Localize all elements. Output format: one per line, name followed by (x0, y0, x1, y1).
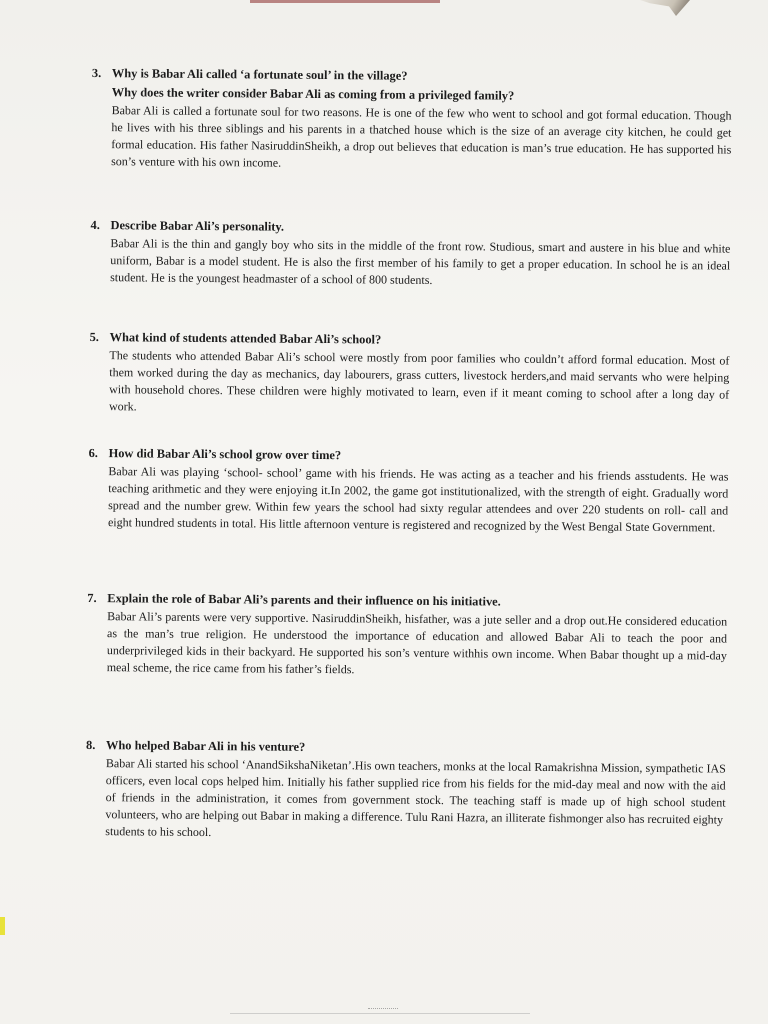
question-title: Who helped Babar Ali in his venture? (105, 738, 306, 754)
question-5 (89, 328, 730, 421)
question-number: 7. (87, 590, 97, 606)
answer-text-tail: students to his school. (105, 824, 212, 840)
highlighter-mark (0, 917, 5, 935)
question-8 (85, 736, 726, 846)
question-number: 3. (91, 65, 102, 81)
question-number: 5. (89, 329, 99, 345)
question-7 (87, 589, 728, 682)
qa-content (85, 64, 732, 840)
answer-text: The students who attended Babar Ali’s school were mostly from poor families who couldn’t afford formal education. Most of them worked during the day as mechanics, day labourers, grass cutters, livestock herders,and maid servants who were helping with household chores. These children were highly motivated to learn, even if it meant coming to school after a long day of work. (108, 348, 730, 414)
answer-text: Babar Ali was playing ‘school- school’ game with his friends. He was acting as a teacher and his friends asstudents. He was teaching arithmetic and they were enjoying it.In 2002, the game got institutionalized, with the strength of eight. Gradually word spread and the number grew. Within few years the school had sixty regular attendees and over 220 students on roll- call and eight hundred students in total. His little afternoon venture is registered and recognized by the West Bengal State Government. (107, 464, 729, 535)
question-title: Describe Babar Ali’s personality. (110, 218, 285, 234)
answer-text: Babar Ali is the thin and gangly boy who sits in the middle of the front row. Studious, smart and austere in his blue and white uniform, Babar is a model student. He is also the first member of his family to get a proper education. In school he is an ideal student. He is the youngest headmaster of a school of 800 students. (110, 236, 731, 287)
bottom-edge-line (230, 1013, 530, 1014)
answer-text: Babar Ali started his school ‘AnandSikshaNiketan’.His own teachers, monks at the local Ramakrishna Mission, sympathetic IAS officers, even local cops helped him. Initially his father supplied rice from his fields for the mid-day meal and now with the aid of friends in the administration, it comes from government stock. The teaching staff is made up of high school student volunteers, who are helping out Babar in making a difference. Tulu Rani Hazra, an illiterate fishmonger also has recruited eighty (105, 756, 726, 827)
question-number: 8. (85, 737, 96, 753)
answer-text: Babar Ali is called a fortunate soul for two reasons. He is one of the few who went to school and got formal education. Though he lives with his three siblings and his parents in a thatched house which is the size of an average city kitchen, he could get formal education. His father NasiruddinSheikh, a drop out believes that education is man’s true education. He has supported his son’s venture with his own income. (111, 103, 732, 170)
question-4 (90, 216, 731, 292)
question-3 (91, 64, 732, 176)
question-title: Explain the role of Babar Ali’s parents and their influence on his initiative. (107, 591, 501, 609)
question-number: 6. (88, 445, 98, 461)
question-6 (88, 444, 729, 537)
question-number: 4. (90, 217, 100, 233)
question-title: How did Babar Ali’s school grow over time? (108, 446, 342, 463)
question-title: Why is Babar Ali called ‘a fortunate soul’ in the village? (111, 66, 408, 83)
answer-text: Babar Ali’s parents were very supportive. NasiruddinSheikh, hisfather, was a jute seller and a drop out.He considered education as the man’s true religion. He understood the importance of education and allowed Babar Ali to teach the poor and underprivileged kids in their backyard. He supported his son’s venture withhis own income. When Babar thought up a mid-day meal scheme, the rice came from his father’s fields. (106, 609, 728, 677)
torn-corner (640, 0, 690, 16)
question-title: What kind of students attended Babar Ali’s school? (109, 330, 382, 347)
question-subtitle: Why does the writer consider Babar Ali as coming from a privileged family? (111, 85, 515, 103)
top-edge-mark (250, 0, 440, 3)
